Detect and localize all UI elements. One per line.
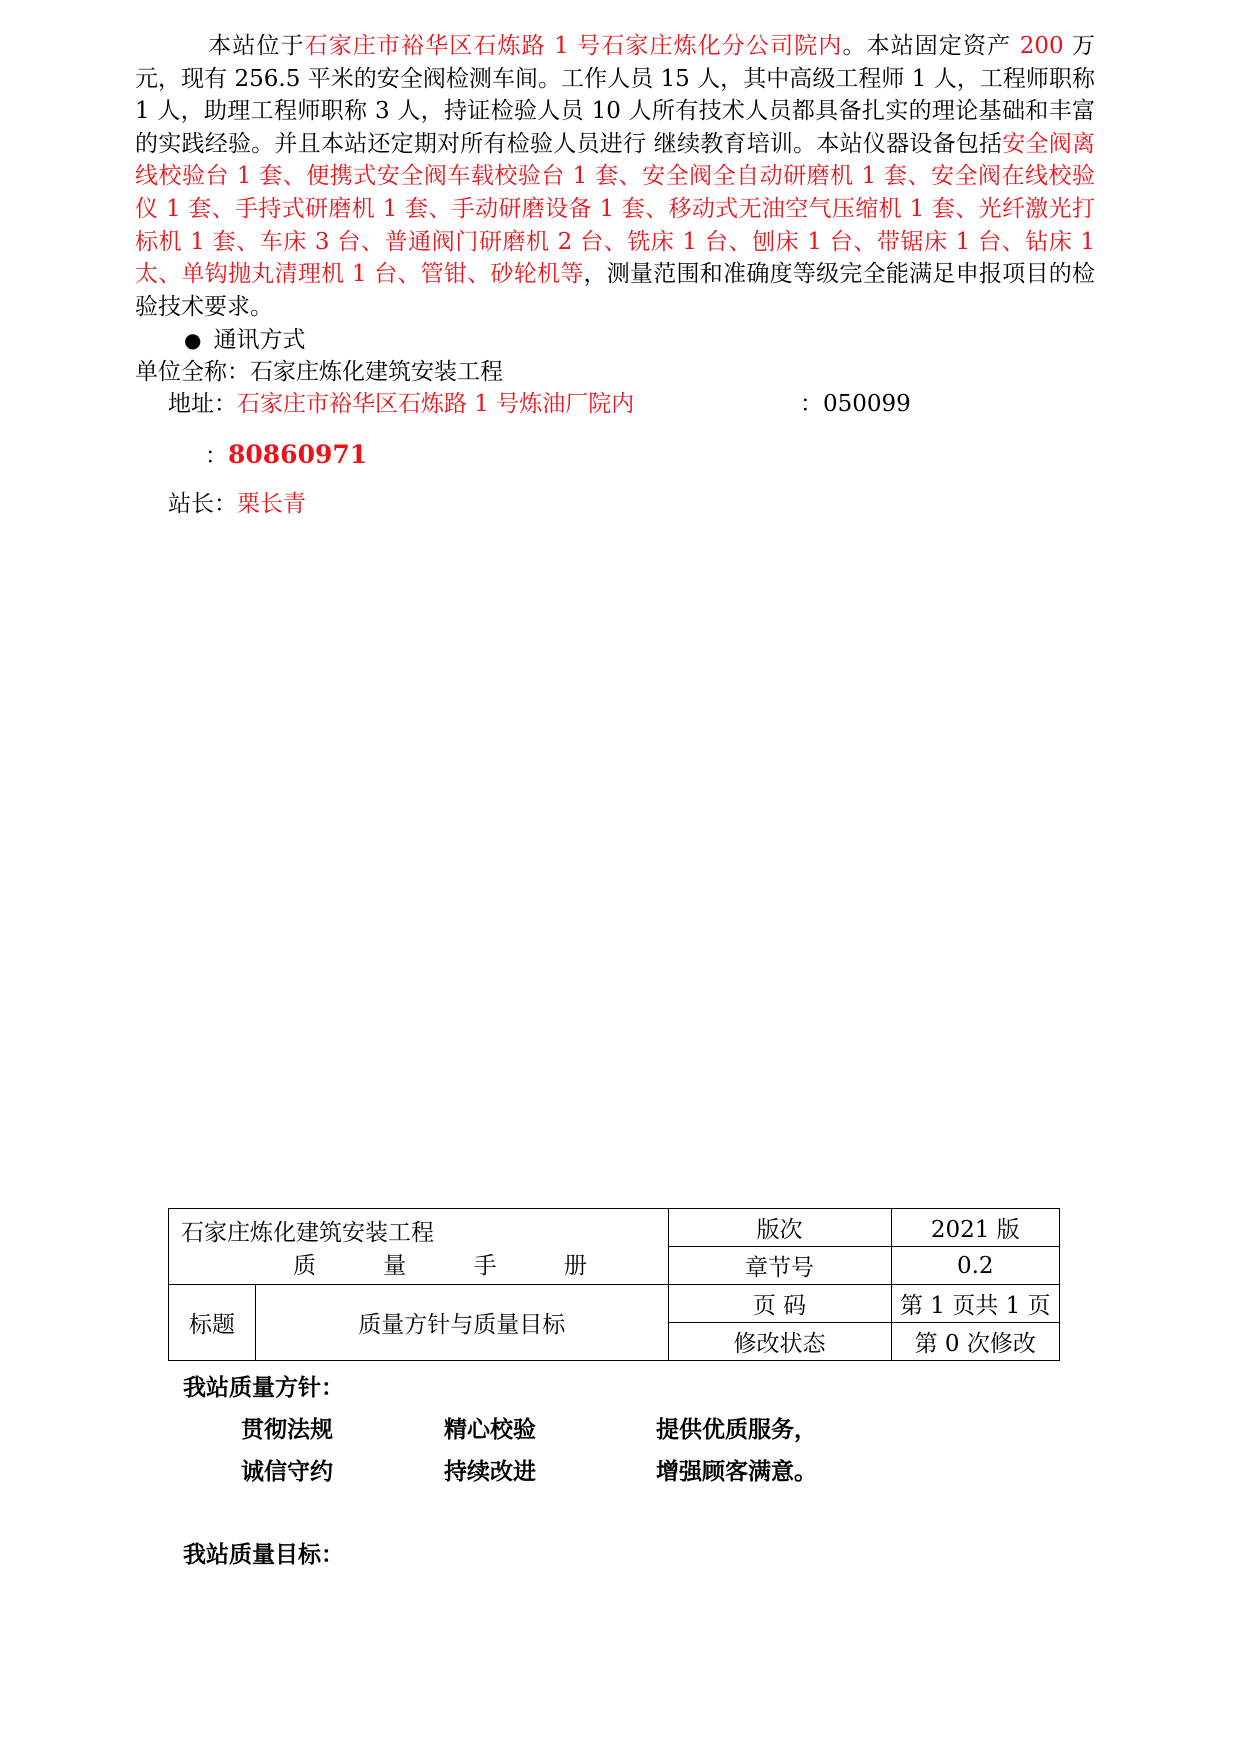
revision-label: 修改状态: [668, 1323, 891, 1361]
edition-label: 版次: [668, 1209, 891, 1247]
quality-policy-heading: 我站质量方针：: [183, 1374, 344, 1401]
policy-item: 持续改进: [444, 1458, 536, 1485]
unit-name-line: [135, 357, 503, 387]
station-head-value: 栗长青: [237, 491, 306, 517]
manual-title: 质 量 手 册: [293, 1252, 617, 1279]
title-value: 质量方针与质量目标: [256, 1285, 669, 1361]
unit-name-value: 石家庄炼化建筑安装工程: [250, 359, 503, 385]
company-manual-cell: [169, 1209, 669, 1285]
phone-line: [205, 440, 367, 471]
unit-name-label: 单位全称：: [135, 359, 250, 385]
page-value: 第 1 页共 1 页: [891, 1285, 1059, 1323]
intro-text-4: ，测量范围和准确度等级完全能满足申报项目的检验技术要求。: [135, 261, 1095, 320]
intro-text-2: 。本站固定资产: [842, 33, 1020, 59]
address-line: [168, 389, 634, 419]
intro-text-1: 本站位于: [207, 33, 305, 59]
company-name: 石家庄炼化建筑安装工程: [181, 1219, 434, 1246]
contact-heading-text: 通讯方式: [213, 327, 306, 353]
manual-header-table: [168, 1208, 1060, 1361]
contact-heading: [184, 325, 305, 355]
intro-equipment-list: 安全阀离线校验台 1 套、便携式安全阀车载校验台 1 套、安全阀全自动研磨机 1 套、安全阀在线校验仪 1 套、手持式研磨机 1 套、手动研磨设备 1 套、移动式无油空气压缩机 1 套、光纤激光打标机 1 套、车床 3 台、普通阀门研磨机 2 台、铣床 1 台、刨床 1 台、带锯床 1 台、钻床 1 太、单钩抛丸清理机 1 台、管钳、砂轮机等: [135, 130, 1096, 288]
address-label: 地址：: [168, 391, 237, 417]
edition-value: 2021 版: [891, 1209, 1059, 1247]
phone-prefix: ：: [205, 443, 228, 469]
revision-value: 第 0 次修改: [891, 1323, 1059, 1361]
station-head-label: 站长：: [168, 491, 237, 517]
intro-location: 石家庄市裕华区石炼路 1 号石家庄炼化分公司院内: [304, 33, 843, 59]
bullet-icon: ●: [184, 328, 202, 352]
station-head-line: [168, 489, 306, 519]
quality-objective-heading: 我站质量目标：: [183, 1541, 344, 1568]
intro-text-3: 万元，现有 256.5 平米的安全阀检测车间。工作人员 15 人，其中高级工程师 1 人，工程师职称 1 人，助理工程师职称 3 人，持证检验人员 10 人所有技术人员都具备扎实的理论基础和丰富的实践经验。并且本站还定期对所有检验人员进行 继续教育培训。本站仪器设备包括: [135, 33, 1096, 157]
page-label: 页 码: [668, 1285, 891, 1323]
address-value: 石家庄市裕华区石炼路 1 号炼油厂院内: [237, 391, 635, 417]
chapter-label: 章节号: [668, 1247, 891, 1285]
postcode: ：050099: [800, 391, 911, 417]
intro-assets: 200: [1019, 33, 1064, 59]
phone-number: 80860971: [228, 440, 368, 469]
station-intro-paragraph: [135, 30, 1095, 323]
policy-item: 增强顾客满意。: [656, 1458, 817, 1485]
policy-item: 精心校验: [444, 1416, 536, 1443]
policy-item: 贯彻法规: [241, 1416, 333, 1443]
chapter-value: 0.2: [891, 1247, 1059, 1285]
title-label: 标题: [169, 1285, 256, 1361]
policy-item: 提供优质服务，: [656, 1416, 817, 1443]
policy-item: 诚信守约: [241, 1458, 333, 1485]
